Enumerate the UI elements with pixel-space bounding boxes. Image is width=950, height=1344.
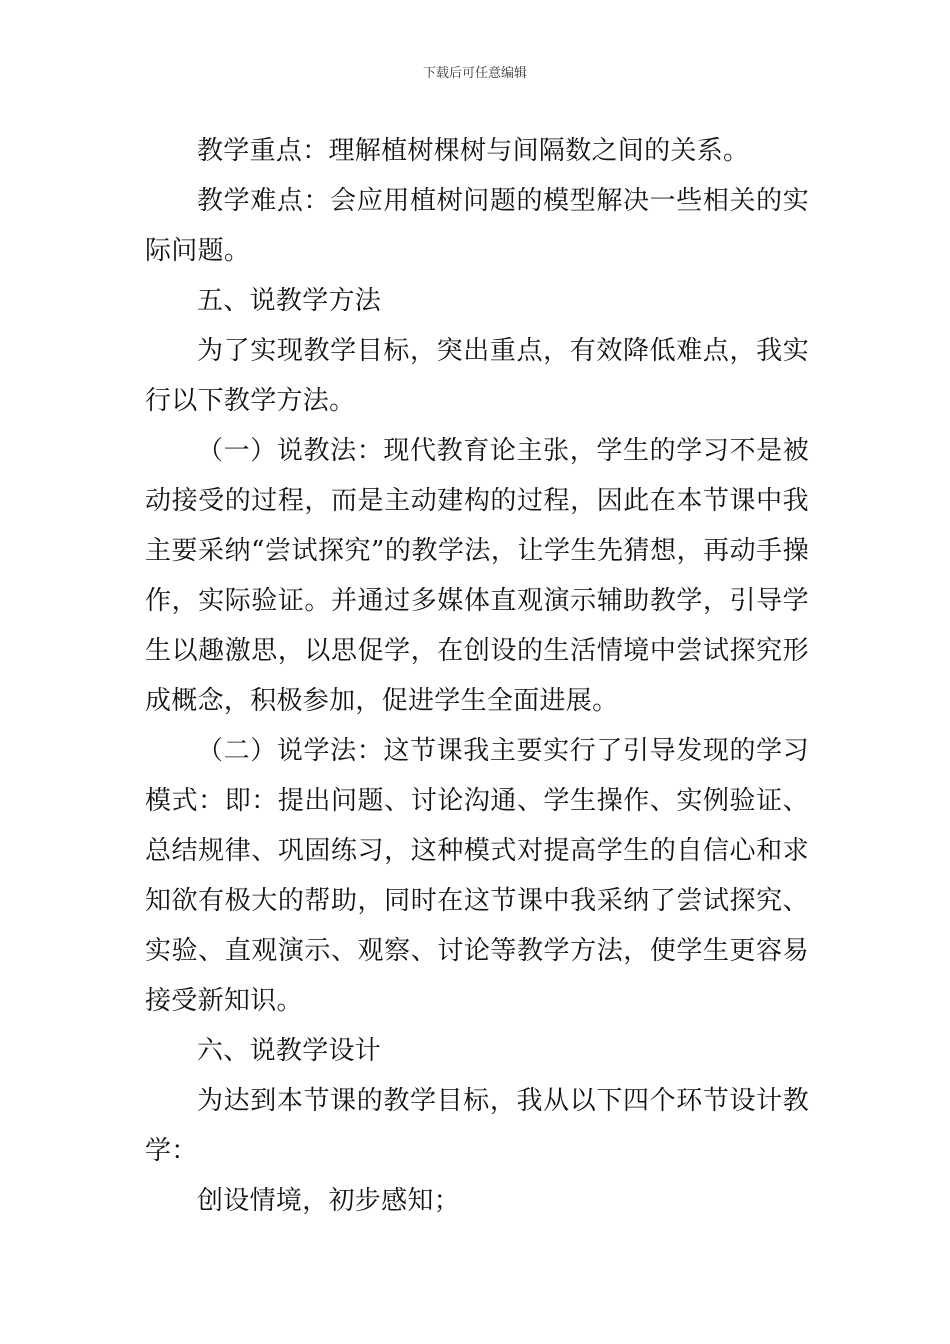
section-heading-teaching-methods: 五、说教学方法 — [197, 286, 382, 316]
paragraph-teaching-focus: 教学重点：理解植树棵树与间隔数之间的关系。 — [197, 136, 750, 166]
section-heading-teaching-design: 六、说教学设计 — [197, 1036, 382, 1066]
paragraph-teaching-difficulty: 教学难点：会应用植树问题的模型解决一些相关的实际问题。 — [145, 186, 809, 266]
document-body — [145, 126, 809, 1226]
paragraph-step-one: 创设情境，初步感知； — [197, 1186, 461, 1216]
paragraph-methods-intro: 为了实现教学目标，突出重点，有效降低难点，我实行以下教学方法。 — [145, 336, 809, 416]
paragraph-learning-approach: （二）说学法：这节课我主要实行了引导发现的学习模式：即：提出问题、讨论沟通、学生操作、实例验证、总结规律、巩固练习，这种模式对提高学生的自信心和求知欲有极大的帮助，同时在这节课中我采纳了尝试探究、实验、直观演示、观察、讨论等教学方法，使学生更容易接受新知识。 — [145, 736, 809, 1016]
page-header-note: 下载后可任意编辑 — [422, 66, 527, 81]
paragraph-teaching-approach: （一）说教法：现代教育论主张，学生的学习不是被动接受的过程，而是主动建构的过程，因此在本节课中我主要采纳“尝试探究”的教学法，让学生先猜想，再动手操作，实际验证。并通过多媒体直观演示辅助教学，引导学生以趣激思，以思促学，在创设的生活情境中尝试探究形成概念，积极参加，促进学生全面进展。 — [145, 436, 809, 716]
paragraph-design-intro: 为达到本节课的教学目标，我从以下四个环节设计教学： — [145, 1086, 809, 1166]
